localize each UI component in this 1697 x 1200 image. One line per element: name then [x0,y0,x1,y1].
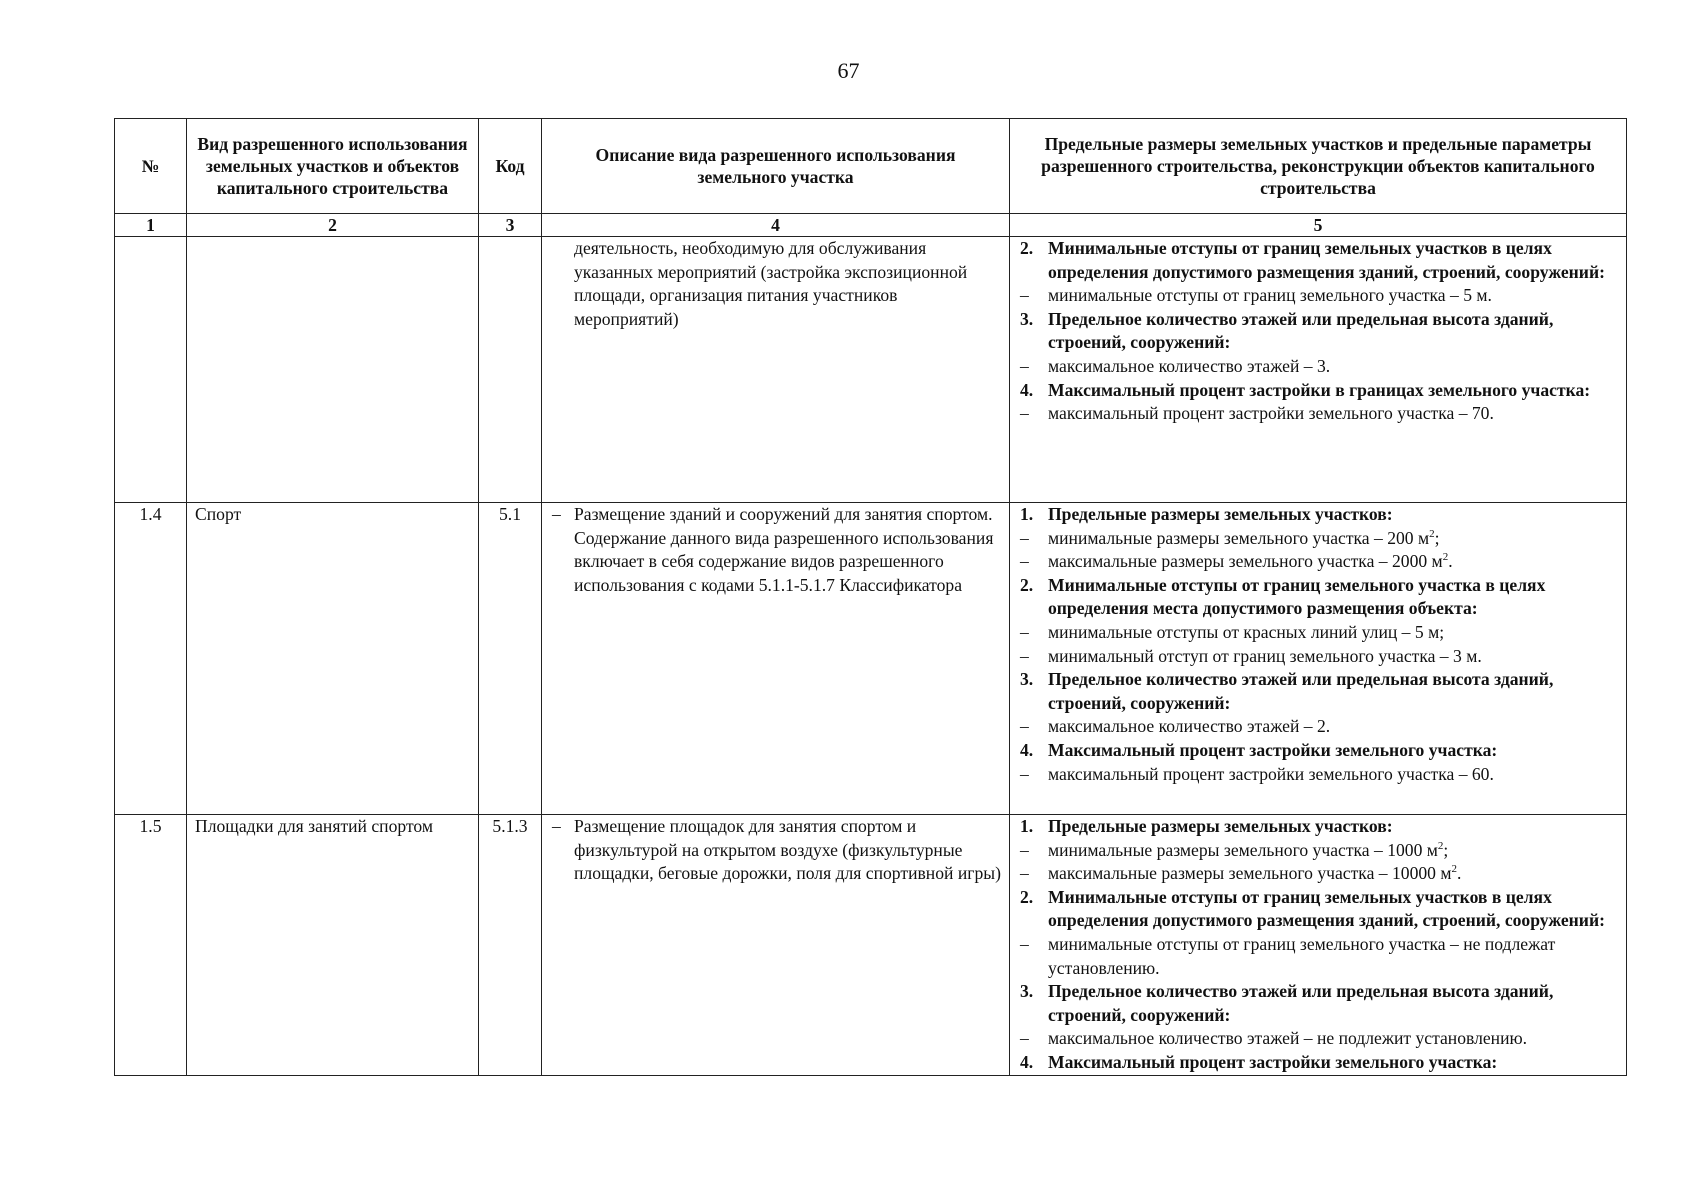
parameter-marker: 4. [1020,1051,1034,1072]
parameter-text: максимальные размеры земельного участка – 2000 м [1048,551,1443,572]
parameter-marker: – [1020,551,1029,572]
parameters-cell [1010,815,1627,1076]
parameter-marker: 3. [1020,669,1034,690]
parameter-heading [1018,668,1618,715]
parameter-marker: – [1020,621,1029,642]
parameter-marker: 2. [1020,886,1034,907]
parameter-marker: – [1020,285,1029,306]
parameter-text: минимальные отступы от красных линий улиц – 5 м; [1048,621,1445,642]
use-code: 5.1.3 [479,815,542,1076]
parameter-text: максимальное количество этажей – не подлежит установлению. [1048,1028,1528,1049]
parameter-text: минимальные размеры земельного участка – 200 м [1048,527,1430,548]
land-use-table [114,118,1627,1076]
parameter-marker: 3. [1020,308,1034,329]
parameter-marker: 2. [1020,238,1034,258]
column-number: 2 [187,214,479,237]
parameter-heading [1018,815,1618,839]
parameter-item [1018,402,1618,426]
description-text: деятельность, необходимую для обслуживания указанных мероприятий (застройка экспозиционной площади, организация питания участников мероприятий) [574,238,968,329]
parameters-cell [1010,503,1627,815]
use-type-name [187,237,479,503]
parameter-item [1018,862,1618,886]
use-type-name: Спорт [187,503,479,815]
table-header-row [115,119,1627,214]
description-text: – Размещение площадок для занятия спортом и физкультурой на открытом воздухе (физкультурные площадки, беговые дорожки, поля для спортивной игры) [550,815,1001,886]
description-text: – Размещение зданий и сооружений для занятия спортом. Содержание данного вида разрешенного использования включает в себя содержание видов разрешенного использования с кодами 5.1.1-5.1.7 Классификатора [550,503,1001,597]
parameter-item [1018,645,1618,669]
superscript: 2 [1429,527,1435,540]
parameter-marker: – [1020,839,1029,860]
parameter-heading [1018,1051,1618,1075]
parameter-text: максимальный процент застройки земельного участка – 60. [1048,763,1494,784]
parameter-item [1018,715,1618,739]
column-number: 5 [1010,214,1627,237]
parameter-item [1018,763,1618,787]
parameter-text: минимальный отступ от границ земельного участка – 3 м. [1048,645,1482,666]
parameter-marker: 2. [1020,574,1034,595]
parameter-text: Минимальные отступы от границ земельного участка в целях определения места допустимого размещения объекта: [1048,574,1546,619]
parameter-marker: – [1020,763,1029,784]
parameter-text: Минимальные отступы от границ земельных участков в целях определения допустимого размещения зданий, строений, сооружений: [1048,238,1605,282]
parameter-text: Максимальный процент застройки земельного участка: [1048,1051,1498,1072]
parameter-heading [1018,379,1618,403]
parameter-heading [1018,237,1618,284]
parameters-cell [1010,237,1627,503]
parameter-text: минимальные отступы от границ земельного участка – 5 м. [1048,285,1492,306]
parameter-heading [1018,739,1618,763]
header-use-type: Вид разрешенного использования земельных участков и объектов капитального строительства [187,119,479,214]
row-number: 1.4 [115,503,187,815]
parameter-text: Предельное количество этажей или предельная высота зданий, строений, сооружений: [1048,981,1554,1025]
row-number [115,237,187,503]
parameter-item [1018,621,1618,645]
superscript: 2 [1442,551,1449,564]
parameter-item [1018,527,1618,551]
parameter-marker: 1. [1020,816,1034,836]
parameter-text: Максимальный процент застройки в границах земельного участка: [1048,379,1591,400]
column-number-row [115,214,1627,237]
row-number: 1.5 [115,815,187,1076]
parameter-marker: – [1020,527,1029,548]
use-description [542,815,1010,1076]
punctuation: ; [1434,527,1440,548]
parameter-marker: – [1020,863,1029,884]
parameter-marker: – [1020,645,1029,666]
parameter-text: Предельное количество этажей или предельная высота зданий, строений, сооружений: [1048,669,1554,713]
parameter-text: Предельные размеры земельных участков: [1048,504,1393,524]
parameter-marker: 3. [1020,981,1034,1002]
parameter-heading [1018,503,1618,527]
punctuation: . [1448,551,1453,572]
superscript: 2 [1437,839,1444,852]
punctuation: ; [1443,839,1449,860]
parameter-text: минимальные размеры земельного участка – 1000 м [1048,839,1438,860]
superscript: 2 [1451,863,1457,876]
use-code [479,237,542,503]
parameter-text: максимальные размеры земельного участка – 10000 м [1048,863,1452,884]
parameter-marker: 1. [1020,504,1034,524]
table-row [115,503,1627,815]
header-number: № [115,119,187,214]
parameter-marker: – [1020,716,1029,737]
parameter-item [1018,839,1618,863]
column-number: 3 [479,214,542,237]
parameter-heading [1018,886,1618,933]
parameter-text: максимальное количество этажей – 2. [1048,716,1331,737]
parameter-item [1018,284,1618,308]
column-number: 1 [115,214,187,237]
table-body [115,237,1627,1076]
table-row [115,237,1627,503]
parameter-marker: 4. [1020,379,1034,400]
parameter-heading [1018,574,1618,621]
page-number: 67 [837,58,860,83]
header-parameters: Предельные размеры земельных участков и предельные параметры разрешенного строительства, реконструкции объектов капитального строительства [1010,119,1627,214]
parameter-heading [1018,308,1618,355]
punctuation: . [1457,863,1462,884]
parameter-text: Предельные размеры земельных участков: [1048,816,1393,836]
header-description: Описание вида разрешенного использования земельного участка [542,119,1010,214]
table-row [115,815,1627,1076]
parameter-item [1018,933,1618,980]
parameter-text: максимальное количество этажей – 3. [1048,355,1331,376]
use-code: 5.1 [479,503,542,815]
parameter-text: минимальные отступы от границ земельного участка – не подлежат установлению. [1048,933,1556,978]
parameter-heading [1018,980,1618,1027]
parameter-text: Предельное количество этажей или предельная высота зданий, строений, сооружений: [1048,308,1554,353]
use-type-name: Площадки для занятий спортом [187,815,479,1076]
parameter-text: Минимальные отступы от границ земельных участков в целях определения допустимого размещения зданий, строений, сооружений: [1048,886,1605,931]
use-description [542,237,1010,503]
parameter-marker: – [1020,933,1029,954]
parameter-item [1018,1027,1618,1051]
column-number: 4 [542,214,1010,237]
header-code: Код [479,119,542,214]
parameter-text: максимальный процент застройки земельного участка – 70. [1048,403,1494,424]
parameter-marker: 4. [1020,739,1034,760]
parameter-text: Максимальный процент застройки земельного участка: [1048,739,1498,760]
parameter-marker: – [1020,355,1029,376]
parameter-marker: – [1020,403,1029,424]
parameter-item [1018,550,1618,574]
parameter-item [1018,355,1618,379]
parameter-marker: – [1020,1028,1029,1049]
use-description [542,503,1010,815]
